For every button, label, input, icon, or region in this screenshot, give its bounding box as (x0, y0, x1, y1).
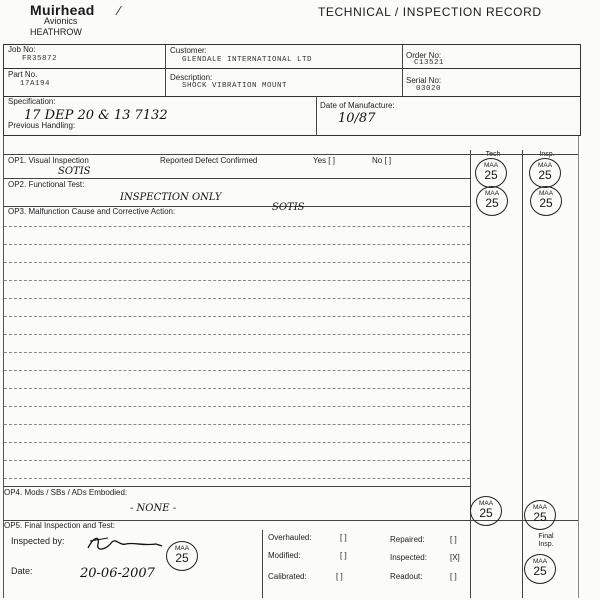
op1-note: SOTIS (58, 166, 91, 177)
date-label: Date: (11, 566, 33, 576)
part-no-value: 17A194 (20, 80, 51, 88)
stamp-top-text: MAA (478, 500, 494, 507)
inspector-signature (86, 532, 164, 554)
ruled-line (4, 298, 470, 299)
logo-mark: ∕ (118, 3, 121, 18)
op3-label: OP3. Malfunction Cause and Corrective Action: (8, 207, 176, 216)
stamp-top-text: MAA (532, 558, 548, 565)
modified-checkbox[interactable]: [ ] (340, 551, 347, 560)
specification-value: 17 DEP 20 & 13 7132 (24, 108, 168, 123)
grid-vline-b (402, 44, 403, 96)
readout-checkbox[interactable]: [ ] (450, 572, 457, 581)
ruled-line (4, 316, 470, 317)
stamp-number: 25 (539, 196, 553, 210)
ruled-line (4, 226, 470, 227)
footer-divider (262, 530, 263, 598)
ruled-line (4, 352, 470, 353)
customer-label: Customer: (170, 46, 207, 55)
stamp-top-text: MAA (483, 162, 499, 169)
tech-column-header: Tech (485, 151, 501, 158)
date-mfr-value: 10/87 (338, 111, 376, 126)
insp-col-line (522, 150, 523, 598)
maa-stamp-op4-insp (524, 500, 556, 530)
previous-handling-label: Previous Handling: (8, 121, 76, 130)
final-insp-label: Final Insp. (538, 533, 554, 548)
calibrated-checkbox[interactable]: [ ] (336, 572, 343, 581)
op1-line (3, 154, 578, 155)
company-name: Muirhead (30, 2, 95, 18)
grid-vline-c (316, 96, 317, 136)
stamp-number: 25 (485, 196, 499, 210)
ruled-line (4, 280, 470, 281)
stamp-top-text: MAA (537, 162, 553, 169)
part-no-label: Part No. (8, 70, 38, 79)
stamp-top-text: MAA (538, 190, 554, 197)
right-edge (578, 136, 579, 598)
description-label: Description: (170, 73, 213, 82)
calibrated-label: Calibrated: (268, 572, 307, 581)
ruled-line (4, 244, 470, 245)
maa-stamp-op1-insp (529, 158, 561, 188)
readout-label: Readout: (390, 572, 423, 581)
company-division: Avionics (44, 16, 78, 26)
order-no-value: C13521 (414, 59, 445, 67)
overhauled-label: Overhauled: (268, 533, 312, 542)
stamp-number: 25 (484, 168, 498, 182)
inspected-label: Inspected: (390, 553, 427, 562)
maa-stamp-inspector (166, 541, 198, 571)
customer-value: GLENDALE INTERNATIONAL LTD (182, 56, 313, 64)
date-mfr-label: Date of Manufacture: (320, 101, 395, 110)
job-no-value: FR35872 (22, 55, 58, 63)
stamp-number: 25 (533, 510, 547, 524)
op2-line (3, 178, 470, 179)
serial-no-value: 03020 (416, 85, 442, 93)
description-value: SHOCK VIBRATION MOUNT (182, 82, 288, 90)
inspected-by-label: Inspected by: (11, 536, 65, 546)
op2-note: INSPECTION ONLY (120, 192, 222, 203)
op4-line (3, 486, 470, 487)
stamp-top-text: MAA (484, 190, 500, 197)
job-no-label: Job No: (8, 45, 36, 54)
op2-label: OP2. Functional Test: (8, 180, 85, 189)
stamp-number: 25 (533, 564, 547, 578)
maa-stamp-final (524, 554, 556, 584)
tech-col-line (470, 150, 471, 598)
serial-no-label: Serial No: (406, 76, 442, 85)
grid-hline-1 (3, 68, 581, 69)
op3-note: SOTIS (272, 202, 305, 213)
insp-column-header: Insp. (539, 151, 555, 158)
stamp-number: 25 (175, 551, 189, 565)
ruled-line (4, 388, 470, 389)
inspected-checkbox[interactable]: [X] (450, 553, 460, 562)
overhauled-checkbox[interactable]: [ ] (340, 533, 347, 542)
ruled-line (4, 370, 470, 371)
ruled-line (4, 262, 470, 263)
maa-stamp-op4-tech (470, 496, 502, 526)
repaired-label: Repaired: (390, 535, 425, 544)
ruled-line (4, 406, 470, 407)
op4-note: - NONE - (130, 503, 177, 514)
stamp-top-text: MAA (532, 504, 548, 511)
maa-stamp-op1-tech (475, 158, 507, 188)
ruled-line (4, 442, 470, 443)
grid-hline-2 (3, 96, 581, 97)
op1-label: OP1. Visual Inspection (8, 156, 89, 165)
stamp-top-text: MAA (174, 545, 190, 552)
ruled-line (4, 334, 470, 335)
specification-label: Specification: (8, 97, 56, 106)
stamp-number: 25 (479, 506, 493, 520)
ruled-line (4, 424, 470, 425)
stamp-number: 25 (538, 168, 552, 182)
document-title: TECHNICAL / INSPECTION RECORD (318, 5, 542, 19)
op5-label: OP5. Final Inspection and Test: (4, 521, 116, 530)
reported-defect-yes[interactable]: Yes [ ] (313, 156, 335, 165)
maa-stamp-op2-insp (530, 186, 562, 216)
reported-defect-no[interactable]: No [ ] (372, 156, 392, 165)
maa-stamp-op2-tech (476, 186, 508, 216)
grid-vline-a (165, 44, 166, 96)
company-location: HEATHROW (30, 27, 82, 37)
ruled-line (4, 478, 470, 479)
order-no-label: Order No: (406, 51, 442, 60)
reported-defect-label: Reported Defect Confirmed (160, 156, 258, 165)
modified-label: Modified: (268, 551, 301, 560)
date-value: 20-06-2007 (80, 566, 155, 581)
ruled-line (4, 460, 470, 461)
op4-label: OP4. Mods / SBs / ADs Embodied: (4, 488, 128, 497)
repaired-checkbox[interactable]: [ ] (450, 535, 457, 544)
